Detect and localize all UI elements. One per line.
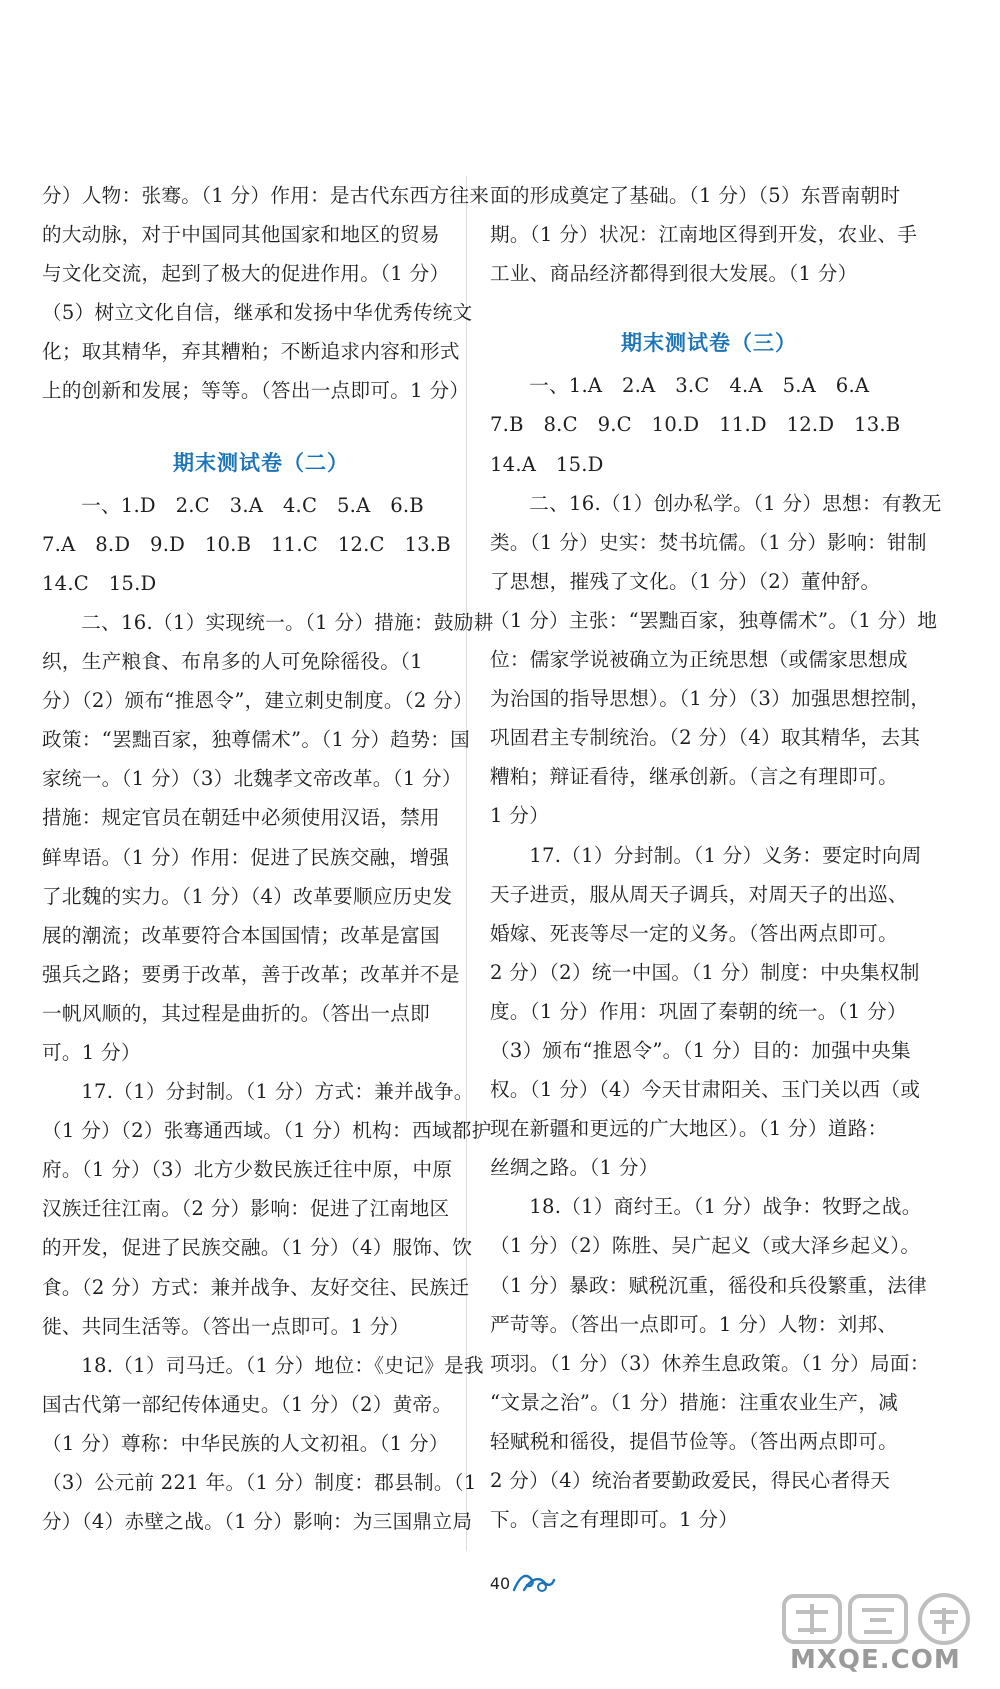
text-line: 国古代第一部纪传体通史。（1 分）（2）黄帝。 bbox=[42, 1392, 453, 1416]
text-line: 轻赋税和徭役，提倡节俭等。（答出两点即可。 bbox=[490, 1429, 898, 1453]
question-17-exam-2 bbox=[42, 1072, 492, 1346]
text-line: 为治国的指导思想）。（1 分）（3）加强思想控制， bbox=[490, 687, 931, 711]
text-line: 与文化交流，起到了极大的促进作用。（1 分） bbox=[42, 262, 450, 286]
text-line: 巩固君主专制统治。（2 分）（4）取其精华，去其 bbox=[490, 726, 921, 750]
text-line: 汉族迁往江南。（2 分）影响：促进了江南地区 bbox=[42, 1197, 450, 1221]
text-line: 分）人物：张骞。（1 分）作用：是古代东西方往来 bbox=[42, 184, 490, 207]
choice-line: 14.A 15.D bbox=[490, 452, 604, 476]
choice-line: 7.A 8.D 9.D 10.B 11.C 12.C 13.B bbox=[42, 532, 451, 556]
text-line: 2 分）（4）统治者要勤政爱民，得民心者得天 bbox=[490, 1469, 891, 1492]
text-line: 婚嫁、死丧等尽一定的义务。（答出两点即可。 bbox=[490, 921, 898, 945]
text-line: 展的潮流；改革要符合本国国情；改革是富国 bbox=[42, 923, 440, 947]
text-line: （3）公元前 221 年。（1 分）制度：郡县制。（1 bbox=[42, 1471, 477, 1494]
question-16-exam-2 bbox=[42, 603, 494, 1072]
choice-line: 一、1.D 2.C 3.A 4.C 5.A 6.B bbox=[81, 493, 424, 517]
text-line: 的开发，促进了民族交融。（1 分）（4）服饰、饮 bbox=[42, 1236, 473, 1260]
text-line: 政策：“罢黜百家，独尊儒术”。（1 分）趋势：国 bbox=[42, 728, 471, 752]
choice-line: 一、1.A 2.A 3.C 4.A 5.A 6.A bbox=[529, 374, 870, 398]
text-line: （1 分）主张：“罢黜百家，独尊儒术”。（1 分）地 bbox=[490, 608, 938, 632]
choice-line: 14.C 15.D bbox=[42, 571, 157, 595]
text-line: 天子进贡，服从周天子调兵，对周天子的出巡、 bbox=[490, 882, 908, 906]
text-line: 类。（1 分）史实：焚书坑儒。（1 分）影响：钳制 bbox=[490, 530, 927, 554]
section-title-exam-3: 期末测试卷（三） bbox=[621, 330, 797, 356]
text-line: 糟粕；辩证看待，继承创新。（言之有理即可。 bbox=[490, 765, 898, 789]
text-line: 家统一。（1 分）（3）北魏孝文帝改革。（1 分） bbox=[42, 767, 462, 791]
text-line: （1 分）（2）陈胜、吴广起义（或大泽乡起义）。 bbox=[490, 1234, 921, 1258]
text-line: 分）（2）颁布“推恩令”，建立刺史制度。（2 分） bbox=[42, 689, 473, 713]
right-column bbox=[490, 176, 942, 1539]
text-line: 18.（1）商纣王。（1 分）战争：牧野之战。 bbox=[529, 1195, 922, 1219]
choice-answers-exam-3 bbox=[490, 366, 928, 483]
text-line: 下。（言之有理即可。1 分） bbox=[490, 1508, 739, 1532]
left-column bbox=[42, 176, 494, 1541]
section-title-exam-2: 期末测试卷（二） bbox=[173, 449, 349, 475]
text-line: 面的形成奠定了基础。（1 分）（5）东晋南朝时 bbox=[490, 184, 901, 207]
watermark-text: MXQE.COM bbox=[790, 1645, 961, 1675]
question-17-exam-3 bbox=[490, 836, 928, 1188]
text-line: 化；取其精华，弃其糟粕；不断追求内容和形式 bbox=[42, 340, 460, 364]
text-line: 17.（1）分封制。（1 分）义务：要定时向周 bbox=[529, 843, 922, 867]
text-line: 了北魏的实力。（1 分）（4）改革要顺应历史发 bbox=[42, 884, 453, 908]
text-line: 鲜卑语。（1 分）作用：促进了民族交融，增强 bbox=[42, 845, 450, 869]
text-line: 府。（1 分）（3）北方少数民族迁往中原，中原 bbox=[42, 1158, 453, 1182]
text-line: 工业、商品经济都得到很大发展。（1 分） bbox=[490, 262, 858, 286]
text-line: 一帆风顺的，其过程是曲折的。（答出一点即 bbox=[42, 1001, 431, 1025]
page-number: 40 bbox=[489, 1574, 511, 1593]
text-line: 徙、共同生活等。（答出一点即可。1 分） bbox=[42, 1314, 410, 1338]
text-line: 措施：规定官员在朝廷中必须使用汉语，禁用 bbox=[42, 806, 440, 830]
text-line: 丝绸之路。（1 分） bbox=[490, 1156, 659, 1180]
text-line: 强兵之路；要勇于改革，善于改革；改革并不是 bbox=[42, 962, 460, 986]
text-line: 度。（1 分）作用：巩固了秦朝的统一。（1 分） bbox=[490, 999, 907, 1023]
question-18-exam-2 bbox=[42, 1346, 484, 1541]
text-line: 的大动脉，对于中国同其他国家和地区的贸易 bbox=[42, 223, 440, 247]
text-line: （1 分）尊称：中华民族的人文初祖。（1 分） bbox=[42, 1431, 449, 1455]
text-line: 1 分） bbox=[490, 804, 550, 828]
text-line: 严苛等。（答出一点即可。1 分）人物：刘邦、 bbox=[490, 1312, 898, 1336]
text-line: 上的创新和发展；等等。（答出一点即可。1 分） bbox=[42, 379, 470, 403]
text-line: 位：儒家学说被确立为正统思想（或儒家思想成 bbox=[490, 648, 908, 672]
choice-answers-exam-2 bbox=[42, 486, 480, 603]
text-line: 二、16.（1）实现统一。（1 分）措施：鼓励耕 bbox=[81, 610, 494, 634]
text-line: 分）（4）赤壁之战。（1 分）影响：为三国鼎立局 bbox=[42, 1510, 473, 1534]
text-line: 2 分）（2）统一中国。（1 分）制度：中央集权制 bbox=[490, 960, 920, 984]
text-line: （1 分）（2）张骞通西域。（1 分）机构：西域都护 bbox=[42, 1119, 492, 1143]
text-line: 织，生产粮食、布帛多的人可免除徭役。（1 bbox=[42, 650, 423, 674]
decorative-swirl-icon bbox=[512, 1566, 556, 1594]
text-line: 权。（1 分）（4）今天甘肃阳关、玉门关以西（或 bbox=[490, 1078, 921, 1102]
text-line: （5）树立文化自信，继承和发扬中华优秀传统文 bbox=[42, 301, 473, 325]
text-line: 现在新疆和更远的广大地区）。（1 分）道路： bbox=[490, 1117, 888, 1141]
answer-site-logo-icon bbox=[780, 1590, 980, 1646]
text-line: 项羽。（1 分）（3）休养生息政策。（1 分）局面： bbox=[490, 1351, 930, 1375]
choice-line: 7.B 8.C 9.C 10.D 11.D 12.D 13.B bbox=[490, 413, 901, 437]
text-line: （1 分）暴政：赋税沉重，徭役和兵役繁重，法律 bbox=[490, 1273, 928, 1297]
text-line: 18.（1）司马迁。（1 分）地位：《史记》是我 bbox=[81, 1353, 484, 1377]
text-line: 了思想，摧残了文化。（1 分）（2）董仲舒。 bbox=[490, 569, 881, 593]
text-line: 可。1 分） bbox=[42, 1040, 141, 1064]
text-line: （3）颁布“推恩令”。（1 分）目的：加强中央集 bbox=[490, 1038, 911, 1062]
left-intro-block bbox=[42, 176, 490, 411]
text-line: 食。（2 分）方式：兼并战争、友好交往、民族迁 bbox=[42, 1275, 470, 1299]
text-line: 期。（1 分）状况：江南地区得到开发，农业、手 bbox=[490, 223, 918, 247]
text-line: “文景之治”。（1 分）措施：注重农业生产，减 bbox=[490, 1390, 899, 1414]
question-16-exam-3 bbox=[490, 484, 942, 836]
text-line: 二、16.（1）创办私学。（1 分）思想：有教无 bbox=[529, 491, 942, 515]
text-line: 17.（1）分封制。（1 分）方式：兼并战争。 bbox=[81, 1080, 474, 1104]
right-intro-block bbox=[490, 176, 928, 293]
question-18-exam-3 bbox=[490, 1187, 928, 1539]
